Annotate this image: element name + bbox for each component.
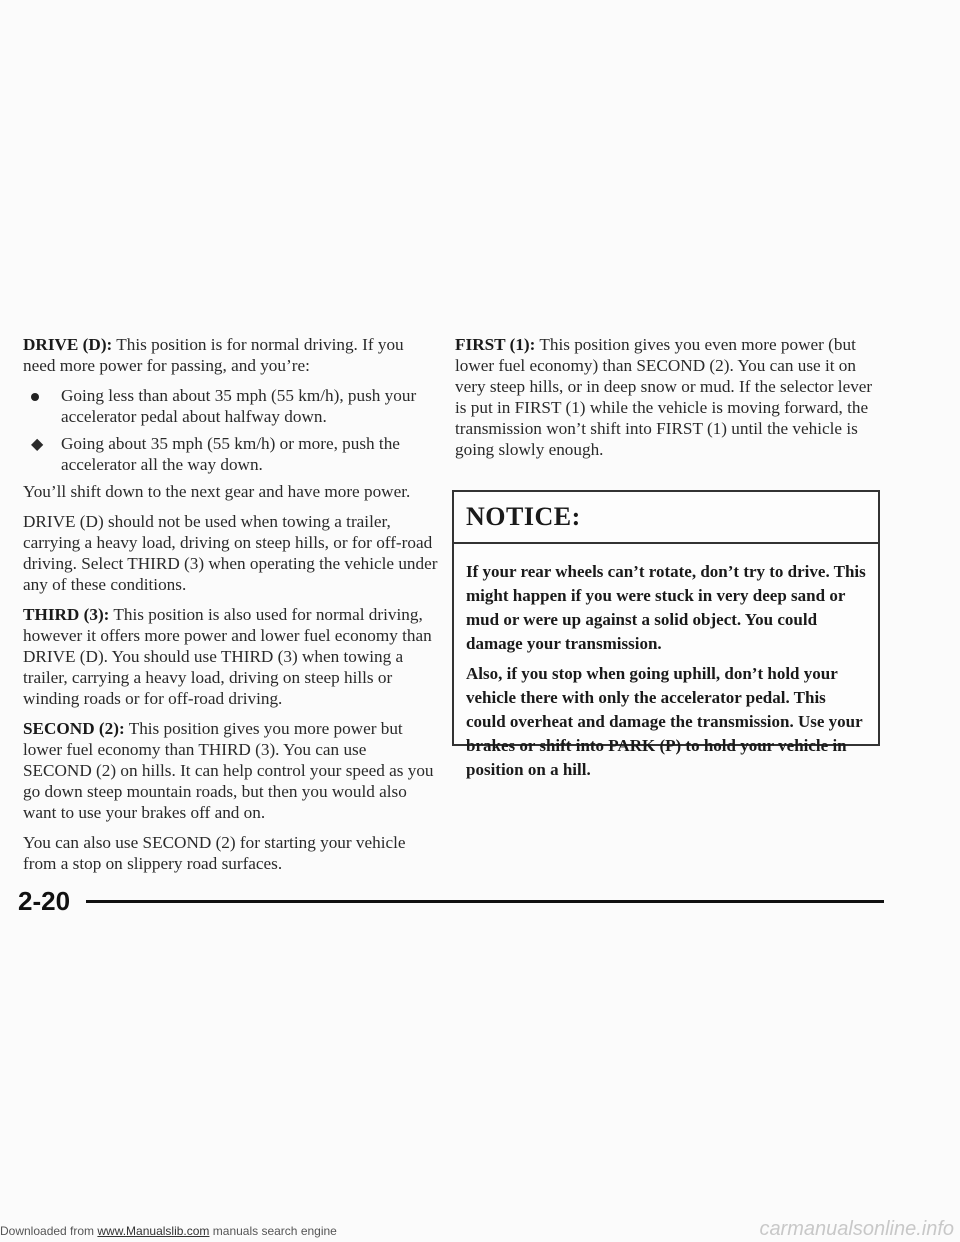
bullet-text: Going less than about 35 mph (55 km/h), push your accelerator pedal about halfway down. xyxy=(61,386,417,426)
footer-text xyxy=(0,1224,337,1238)
second-text: This position gives you more power but lower fuel economy than THIRD (3). You can use SECOND (2) on hills. It can help control your speed as you go down steep mountain roads, but then you would also want to use your brakes off and on. xyxy=(23,719,434,822)
second-extra-text: You can also use SECOND (2) for starting your vehicle from a stop on slippery road surfaces. xyxy=(23,833,406,873)
footer-prefix: Downloaded from xyxy=(0,1224,98,1238)
second-paragraph xyxy=(23,718,439,823)
list-item xyxy=(23,433,439,475)
right-column xyxy=(455,334,887,469)
bullet-diamond-icon: ◆ xyxy=(31,436,44,453)
drive-paragraph xyxy=(23,334,439,376)
notice-body xyxy=(454,544,878,782)
footer-suffix: manuals search engine xyxy=(209,1224,337,1238)
left-column xyxy=(23,334,439,883)
page-number: 2-20 xyxy=(18,886,71,916)
bullet-dot-icon xyxy=(23,385,53,427)
notice-title: NOTICE: xyxy=(454,492,878,544)
notice-paragraph-1: If your rear wheels can’t rotate, don’t try to drive. This might happen if you were stuck in very deep sand or mud or were up against a solid object. You could damage your transmission. xyxy=(466,562,866,653)
drive-text: This position is for normal driving. If you need more power for passing, and you’re: xyxy=(23,335,404,375)
drive-warning-text: DRIVE (D) should not be used when towing a trailer, carrying a heavy load, driving on steep hills, or for off-road driving. Select THIRD (3) when operating the vehicle under any of these conditions. xyxy=(23,512,438,594)
notice-box xyxy=(452,490,880,779)
third-text: This position is also used for normal driving, however it offers more power and lower fuel economy than DRIVE (D). You should use THIRD (3) when towing a trailer, carrying a heavy load, driving on steep hills or winding roads or for off-road driving. xyxy=(23,605,432,708)
footer-link[interactable]: www.Manualslib.com xyxy=(97,1224,210,1238)
first-text: This position gives you even more power (but lower fuel economy) than SECOND (2). You can use it on very steep hills, or in deep snow or mud. If the selector lever is put in FIRST (1) while the vehicle is moving forward, the transmission won’t shift into FIRST (1) until the vehicle is going slowly enough. xyxy=(455,335,873,459)
third-heading: THIRD (3): xyxy=(23,605,110,624)
notice-paragraph-2: Also, if you stop when going uphill, don’t hold your vehicle there with only the accelerator pedal. This could overheat and damage the transmission. Use your brakes or shift into PARK (P) to hold your vehicle in position on a hill. xyxy=(466,664,863,779)
first-heading: FIRST (1): xyxy=(455,335,536,354)
first-paragraph xyxy=(455,334,887,460)
drive-heading: DRIVE (D): xyxy=(23,335,113,354)
watermark: carmanualsonline.info xyxy=(759,1218,954,1240)
list-item xyxy=(23,385,439,427)
page-rule xyxy=(86,900,884,903)
shift-down-text: You’ll shift down to the next gear and have more power. xyxy=(23,482,411,501)
third-paragraph xyxy=(23,604,439,709)
bullet-text: Going about 35 mph (55 km/h) or more, push the accelerator all the way down. xyxy=(61,434,400,474)
second-heading: SECOND (2): xyxy=(23,719,125,738)
